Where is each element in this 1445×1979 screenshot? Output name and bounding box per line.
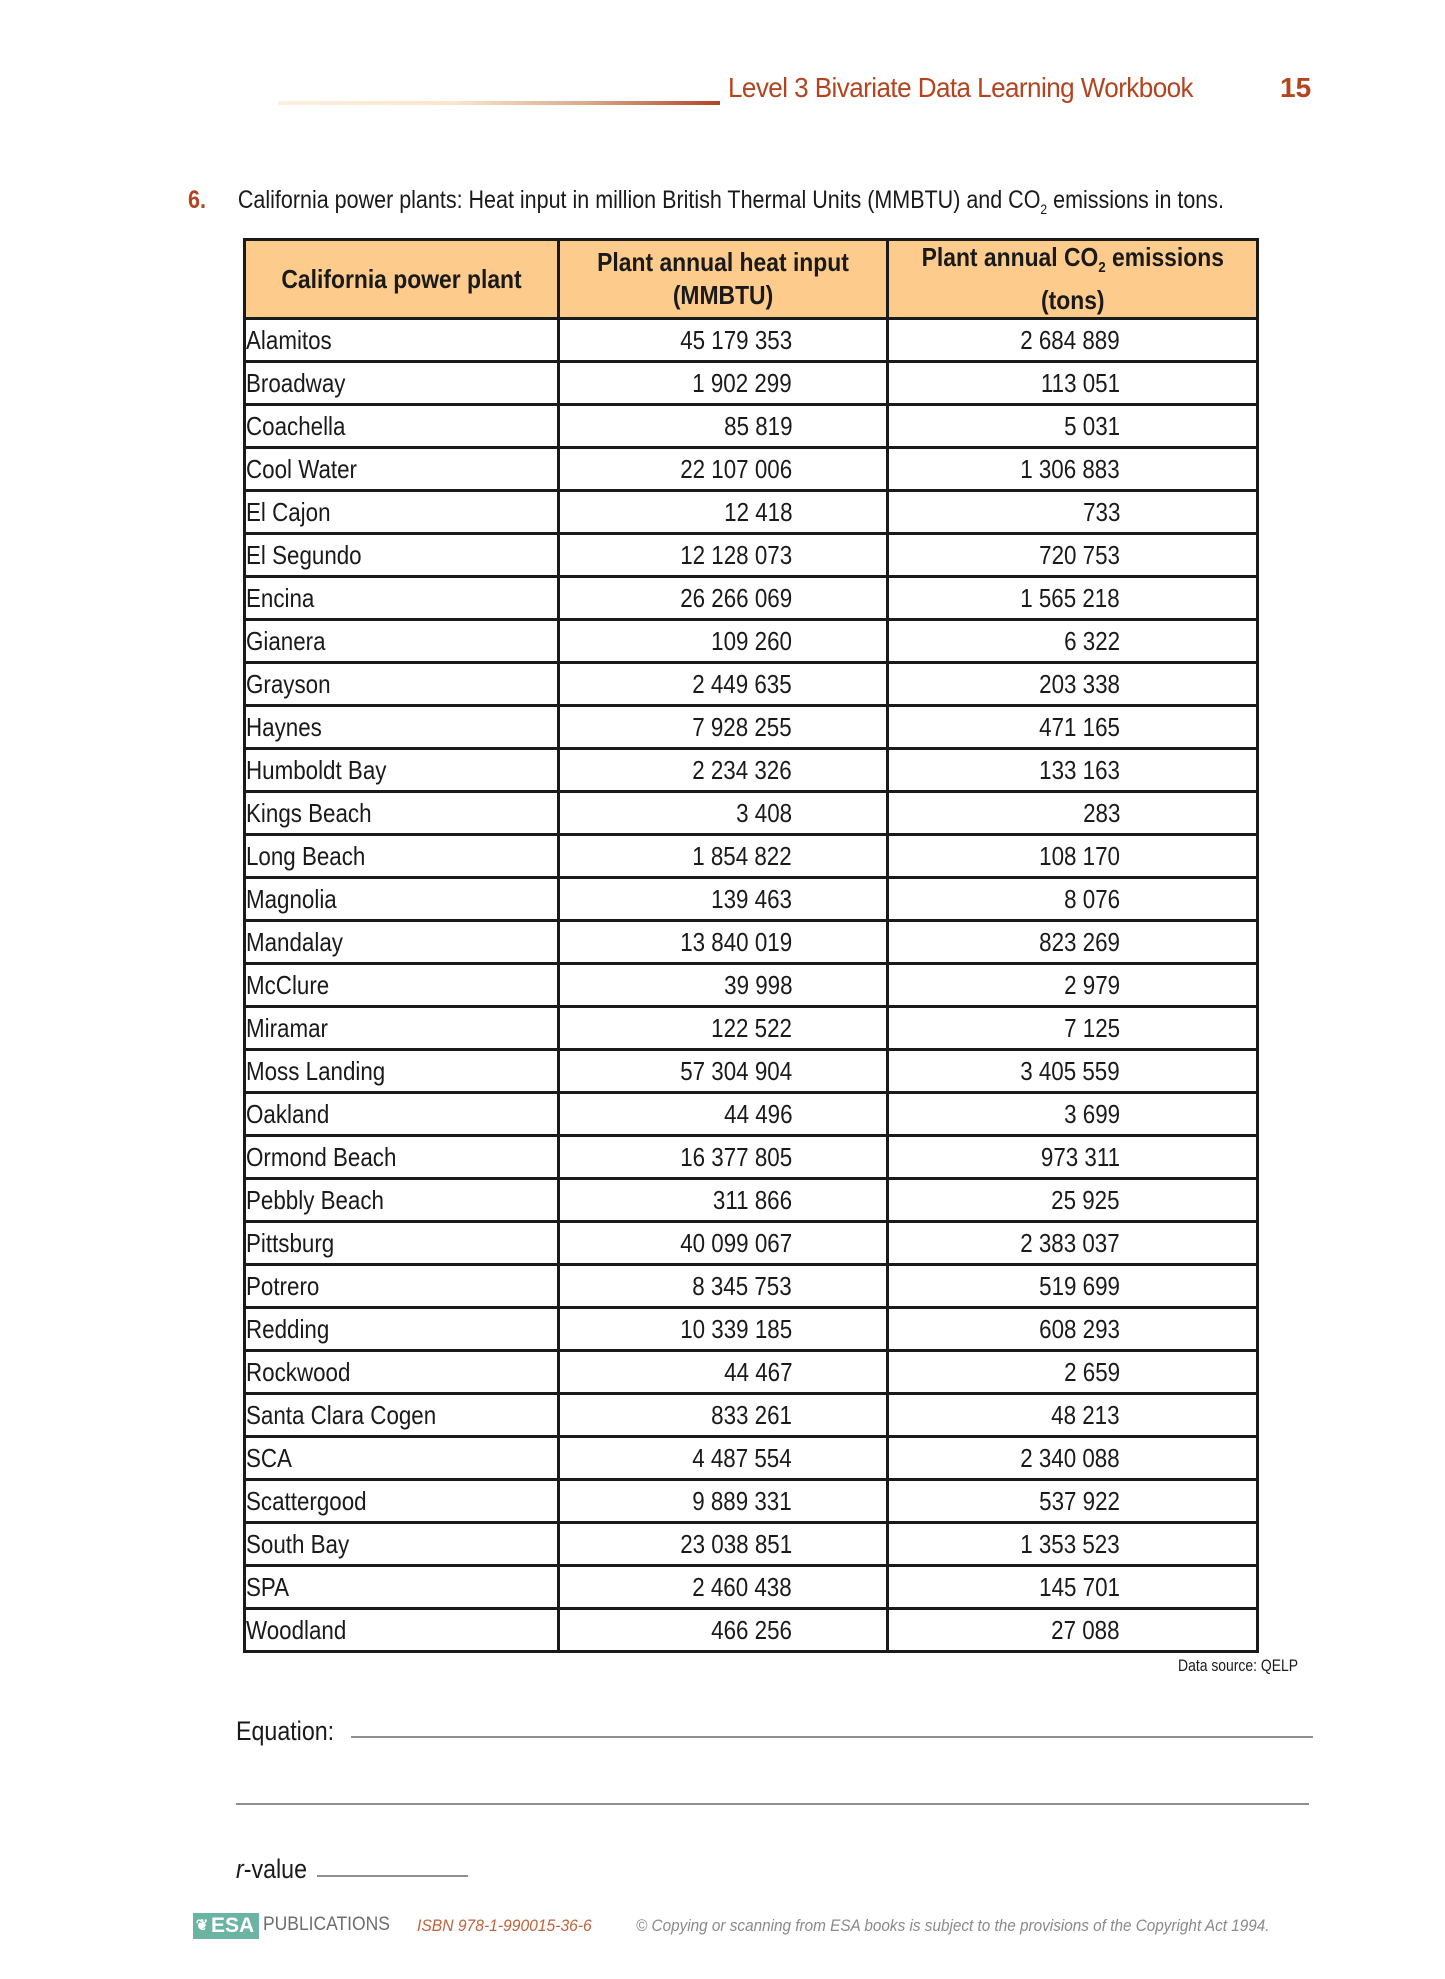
plant-name-cell: Magnolia	[245, 878, 559, 921]
table-row	[245, 1351, 1258, 1394]
co2-emissions-cell: 145 701	[888, 1566, 1258, 1609]
co2-emissions-cell: 48 213	[888, 1394, 1258, 1437]
heat-input-cell: 2 234 326	[559, 749, 888, 792]
plant-name-cell: Humboldt Bay	[245, 749, 559, 792]
table-row	[245, 1265, 1258, 1308]
plant-name-cell: Santa Clara Cogen	[245, 1394, 559, 1437]
plant-name-cell: Redding	[245, 1308, 559, 1351]
co2-emissions-cell: 720 753	[888, 534, 1258, 577]
question-text: California power plants: Heat input in million British Thermal Units (MMBTU) and $CO_2$ emissions in tons.	[237, 186, 1224, 217]
plant-name-cell: Coachella	[245, 405, 559, 448]
isbn: ISBN 978-1-990015-36-6	[417, 1916, 592, 1935]
question-number: 6.	[188, 186, 206, 214]
table-row	[245, 1308, 1258, 1351]
r-value-label: r-value	[236, 1854, 307, 1884]
plant-name-cell: Kings Beach	[245, 792, 559, 835]
co2-emissions-cell: 113 051	[888, 362, 1258, 405]
co2-emissions-cell: 733	[888, 491, 1258, 534]
publisher-name: PUBLICATIONS	[263, 1914, 390, 1935]
table-row	[245, 1609, 1258, 1652]
plant-name-cell: Moss Landing	[245, 1050, 559, 1093]
table-row	[245, 448, 1258, 491]
table-row	[245, 319, 1258, 362]
table-row	[245, 749, 1258, 792]
plant-name-cell: Haynes	[245, 706, 559, 749]
equation-input[interactable]	[351, 1734, 1313, 1738]
co2-emissions-cell: 471 165	[888, 706, 1258, 749]
heat-input-cell: 39 998	[559, 964, 888, 1007]
table-row	[245, 792, 1258, 835]
co2-emissions-cell: 608 293	[888, 1308, 1258, 1351]
table-header-row	[245, 240, 1258, 319]
co2-emissions-cell: 1 565 218	[888, 577, 1258, 620]
heat-input-cell: 85 819	[559, 405, 888, 448]
table-row	[245, 1566, 1258, 1609]
equation-label: Equation:	[236, 1716, 335, 1746]
table-row	[245, 1437, 1258, 1480]
co2-emissions-cell: 2 383 037	[888, 1222, 1258, 1265]
table-row	[245, 835, 1258, 878]
heat-input-cell: 12 418	[559, 491, 888, 534]
workbook-title: Level 3 Bivariate Data Learning Workbook	[728, 72, 1194, 103]
co2-emissions-cell: 5 031	[888, 405, 1258, 448]
table-row	[245, 878, 1258, 921]
heat-input-cell: 466 256	[559, 1609, 888, 1652]
running-header	[0, 70, 1445, 110]
heat-input-cell: 44 467	[559, 1351, 888, 1394]
plant-name-cell: SCA	[245, 1437, 559, 1480]
esa-logo: ❦ ESA	[193, 1913, 259, 1939]
table-row	[245, 1480, 1258, 1523]
co2-emissions-cell: 27 088	[888, 1609, 1258, 1652]
co2-emissions-cell: 2 684 889	[888, 319, 1258, 362]
plant-name-cell: Pittsburg	[245, 1222, 559, 1265]
plant-name-cell: Gianera	[245, 620, 559, 663]
co2-emissions-cell: 973 311	[888, 1136, 1258, 1179]
table-row	[245, 362, 1258, 405]
co2-emissions-cell: 1 306 883	[888, 448, 1258, 491]
plant-name-cell: Alamitos	[245, 319, 559, 362]
co2-emissions-cell: 1 353 523	[888, 1523, 1258, 1566]
plant-name-cell: McClure	[245, 964, 559, 1007]
table-row	[245, 1050, 1258, 1093]
power-plant-table	[243, 238, 1259, 1653]
leaf-icon: ❦	[195, 1917, 209, 1934]
co2-emissions-cell: 25 925	[888, 1179, 1258, 1222]
heat-input-cell: 1 902 299	[559, 362, 888, 405]
heat-input-cell: 40 099 067	[559, 1222, 888, 1265]
plant-name-cell: Ormond Beach	[245, 1136, 559, 1179]
heat-input-cell: 4 487 554	[559, 1437, 888, 1480]
table-row	[245, 964, 1258, 1007]
co2-emissions-cell: 2 340 088	[888, 1437, 1258, 1480]
table-row	[245, 663, 1258, 706]
co2-emissions-cell: 2 659	[888, 1351, 1258, 1394]
plant-name-cell: El Segundo	[245, 534, 559, 577]
plant-name-cell: Potrero	[245, 1265, 559, 1308]
heat-input-cell: 833 261	[559, 1394, 888, 1437]
copyright-notice: © Copying or scanning from ESA books is subject to the provisions of the Copyright Act 1994.	[636, 1916, 1270, 1935]
co2-emissions-cell: 537 922	[888, 1480, 1258, 1523]
heat-input-cell: 16 377 805	[559, 1136, 888, 1179]
co2-emissions-cell: 203 338	[888, 663, 1258, 706]
heat-input-cell: 8 345 753	[559, 1265, 888, 1308]
table-row	[245, 1394, 1258, 1437]
heat-input-cell: 139 463	[559, 878, 888, 921]
co2-emissions-cell: 6 322	[888, 620, 1258, 663]
heat-input-cell: 23 038 851	[559, 1523, 888, 1566]
heat-input-cell: 22 107 006	[559, 448, 888, 491]
equation-continuation-line[interactable]	[236, 1803, 1309, 1805]
plant-name-cell: Encina	[245, 577, 559, 620]
co2-emissions-cell: 3 405 559	[888, 1050, 1258, 1093]
plant-name-cell: El Cajon	[245, 491, 559, 534]
table-row	[245, 1222, 1258, 1265]
plant-name-cell: Woodland	[245, 1609, 559, 1652]
heat-input-cell: 45 179 353	[559, 319, 888, 362]
heat-input-cell: 109 260	[559, 620, 888, 663]
plant-name-cell: Pebbly Beach	[245, 1179, 559, 1222]
co2-emissions-cell: 519 699	[888, 1265, 1258, 1308]
table-row	[245, 620, 1258, 663]
heat-input-cell: 13 840 019	[559, 921, 888, 964]
table-body	[245, 319, 1258, 1652]
heat-input-cell: 1 854 822	[559, 835, 888, 878]
heat-input-cell: 122 522	[559, 1007, 888, 1050]
plant-name-cell: SPA	[245, 1566, 559, 1609]
heat-input-cell: 2 449 635	[559, 663, 888, 706]
plant-name-cell: Oakland	[245, 1093, 559, 1136]
heat-input-cell: 12 128 073	[559, 534, 888, 577]
heat-input-cell: 311 866	[559, 1179, 888, 1222]
column-header-heat-input: Plant annual heat input (MMBTU)	[559, 240, 888, 319]
heat-input-cell: 7 928 255	[559, 706, 888, 749]
co2-emissions-cell: 7 125	[888, 1007, 1258, 1050]
column-header-co2-emissions: Plant annual $CO_2$ emissions (tons)	[888, 240, 1258, 319]
co2-emissions-cell: 2 979	[888, 964, 1258, 1007]
plant-name-cell: South Bay	[245, 1523, 559, 1566]
heat-input-cell: 2 460 438	[559, 1566, 888, 1609]
heat-input-cell: 9 889 331	[559, 1480, 888, 1523]
heat-input-cell: 44 496	[559, 1093, 888, 1136]
heat-input-cell: 26 266 069	[559, 577, 888, 620]
column-header-plant: California power plant	[245, 240, 559, 319]
co2-emissions-cell: 283	[888, 792, 1258, 835]
plant-name-cell: Broadway	[245, 362, 559, 405]
table-row	[245, 1523, 1258, 1566]
co2-emissions-cell: 108 170	[888, 835, 1258, 878]
page-number: 15	[1280, 72, 1312, 103]
table-row	[245, 1093, 1258, 1136]
table-row	[245, 491, 1258, 534]
table-row	[245, 706, 1258, 749]
data-source: Data source: QELP	[1178, 1656, 1299, 1675]
plant-name-cell: Long Beach	[245, 835, 559, 878]
heat-input-cell: 57 304 904	[559, 1050, 888, 1093]
plant-name-cell: Rockwood	[245, 1351, 559, 1394]
table-row	[245, 1179, 1258, 1222]
co2-emissions-cell: 8 076	[888, 878, 1258, 921]
r-value-input[interactable]	[317, 1873, 468, 1877]
plant-name-cell: Cool Water	[245, 448, 559, 491]
co2-emissions-cell: 823 269	[888, 921, 1258, 964]
table-row	[245, 577, 1258, 620]
co2-emissions-cell: 3 699	[888, 1093, 1258, 1136]
table-row	[245, 534, 1258, 577]
table-row	[245, 1136, 1258, 1179]
header-gradient-rule	[278, 101, 720, 105]
plant-name-cell: Mandalay	[245, 921, 559, 964]
plant-name-cell: Grayson	[245, 663, 559, 706]
table-row	[245, 921, 1258, 964]
co2-emissions-cell: 133 163	[888, 749, 1258, 792]
question-prompt	[188, 186, 1224, 217]
plant-name-cell: Miramar	[245, 1007, 559, 1050]
table-row	[245, 1007, 1258, 1050]
heat-input-cell: 3 408	[559, 792, 888, 835]
plant-name-cell: Scattergood	[245, 1480, 559, 1523]
heat-input-cell: 10 339 185	[559, 1308, 888, 1351]
table-row	[245, 405, 1258, 448]
